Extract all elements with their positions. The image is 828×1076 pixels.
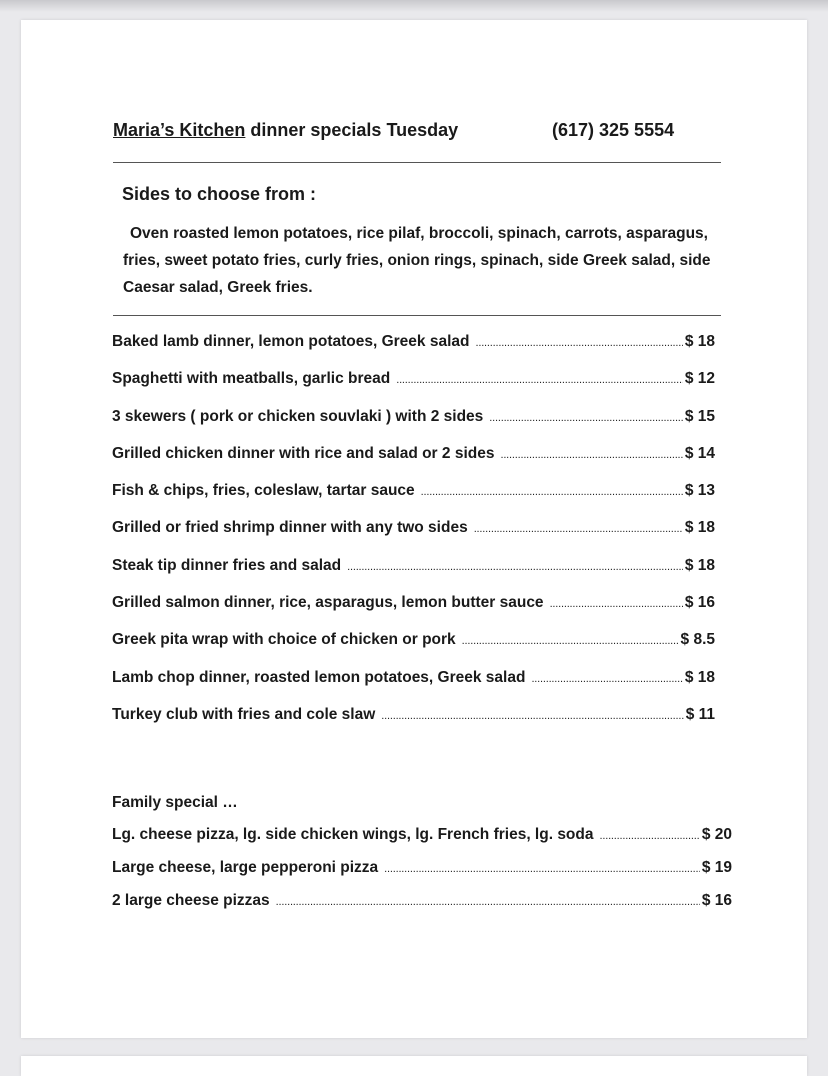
menu-item: [112, 370, 715, 407]
phone-number: (617) 325 5554: [552, 120, 675, 140]
menu-list: [112, 333, 715, 743]
dot-leader: [500, 449, 682, 461]
family-item-name: Lg. cheese pizza, lg. side chicken wings, lg. French fries, lg. soda: [112, 826, 594, 843]
menu-item-name: Fish & chips, fries, coleslaw, tartar sauce: [112, 482, 415, 500]
family-item-price: $ 20: [701, 826, 732, 843]
menu-item: [112, 333, 715, 370]
dot-leader: [347, 561, 683, 573]
family-special-list: [112, 826, 732, 925]
menu-item-name: Lamb chop dinner, roasted lemon potatoes, Greek salad: [112, 668, 526, 686]
menu-item-name: Greek pita wrap with choice of chicken or pork: [112, 631, 456, 649]
family-special-title: Family special …: [112, 794, 238, 811]
menu-item-price: $ 18: [684, 556, 715, 574]
dot-leader: [489, 412, 683, 424]
dot-leader: [421, 486, 683, 498]
divider-line: [113, 315, 721, 316]
header-title: dinner specials Tuesday: [250, 120, 459, 140]
menu-item-price: $ 16: [684, 594, 715, 612]
divider-line: [113, 162, 721, 163]
dot-leader: [475, 337, 682, 349]
dot-leader: [384, 863, 700, 875]
menu-item-price: $ 14: [684, 444, 715, 462]
dot-leader: [600, 830, 700, 842]
menu-item-name: Grilled salmon dinner, rice, asparagus, lemon butter sauce: [112, 594, 544, 612]
menu-item-price: $ 11: [685, 705, 715, 723]
dot-leader: [381, 710, 683, 722]
top-edge-shadow: [0, 0, 828, 12]
menu-item: [112, 631, 715, 668]
family-item-price: $ 16: [701, 892, 732, 909]
menu-item: [112, 519, 715, 556]
page-header: [113, 120, 723, 141]
menu-item-name: Grilled or fried shrimp dinner with any two sides: [112, 519, 468, 537]
sides-list: Oven roasted lemon potatoes, rice pilaf, broccoli, spinach, carrots, asparagus, fries, sweet potato fries, curly fries, onion rings, spinach, side Greek salad, side Caesar salad, Greek fries.: [123, 225, 711, 296]
family-item: [112, 892, 732, 925]
family-item: [112, 859, 732, 892]
menu-item-name: Baked lamb dinner, lemon potatoes, Greek salad: [112, 333, 470, 350]
menu-item: [112, 669, 715, 706]
dot-leader: [462, 635, 679, 647]
menu-item: [112, 557, 715, 594]
menu-item-price: $ 18: [684, 668, 715, 686]
menu-item: [112, 408, 715, 445]
family-item-name: Large cheese, large pepperoni pizza: [112, 859, 379, 876]
family-item: [112, 826, 732, 859]
dot-leader: [474, 523, 683, 535]
menu-item-name: Steak tip dinner fries and salad: [112, 556, 342, 574]
dot-leader: [531, 673, 682, 685]
menu-item-name: Turkey club with fries and cole slaw: [112, 705, 376, 723]
menu-item-price: $ 18: [684, 519, 715, 537]
family-item-name: 2 large cheese pizzas: [112, 892, 270, 909]
menu-item: [112, 594, 715, 631]
menu-item-price: $ 8.5: [680, 631, 715, 649]
menu-item: [112, 482, 715, 519]
sides-title: Sides to choose from :: [122, 184, 317, 204]
menu-item-price: $ 12: [684, 370, 715, 388]
menu-page: [21, 20, 807, 1038]
menu-item-name: Grilled chicken dinner with rice and salad or 2 sides: [112, 444, 495, 462]
menu-item-name: 3 skewers ( pork or chicken souvlaki ) with 2 sides: [112, 407, 484, 425]
family-item-price: $ 19: [701, 859, 732, 876]
next-page-edge: [21, 1056, 807, 1076]
restaurant-name: Maria’s Kitchen: [113, 120, 246, 140]
menu-item-price: $ 13: [684, 482, 715, 500]
dot-leader: [396, 374, 683, 386]
dot-leader: [276, 896, 700, 908]
menu-item: [112, 706, 715, 743]
menu-item-price: $ 18: [684, 333, 715, 350]
menu-item: [112, 445, 715, 482]
menu-item-name: Spaghetti with meatballs, garlic bread: [112, 370, 391, 388]
dot-leader: [550, 598, 683, 610]
menu-item-price: $ 15: [684, 407, 715, 425]
